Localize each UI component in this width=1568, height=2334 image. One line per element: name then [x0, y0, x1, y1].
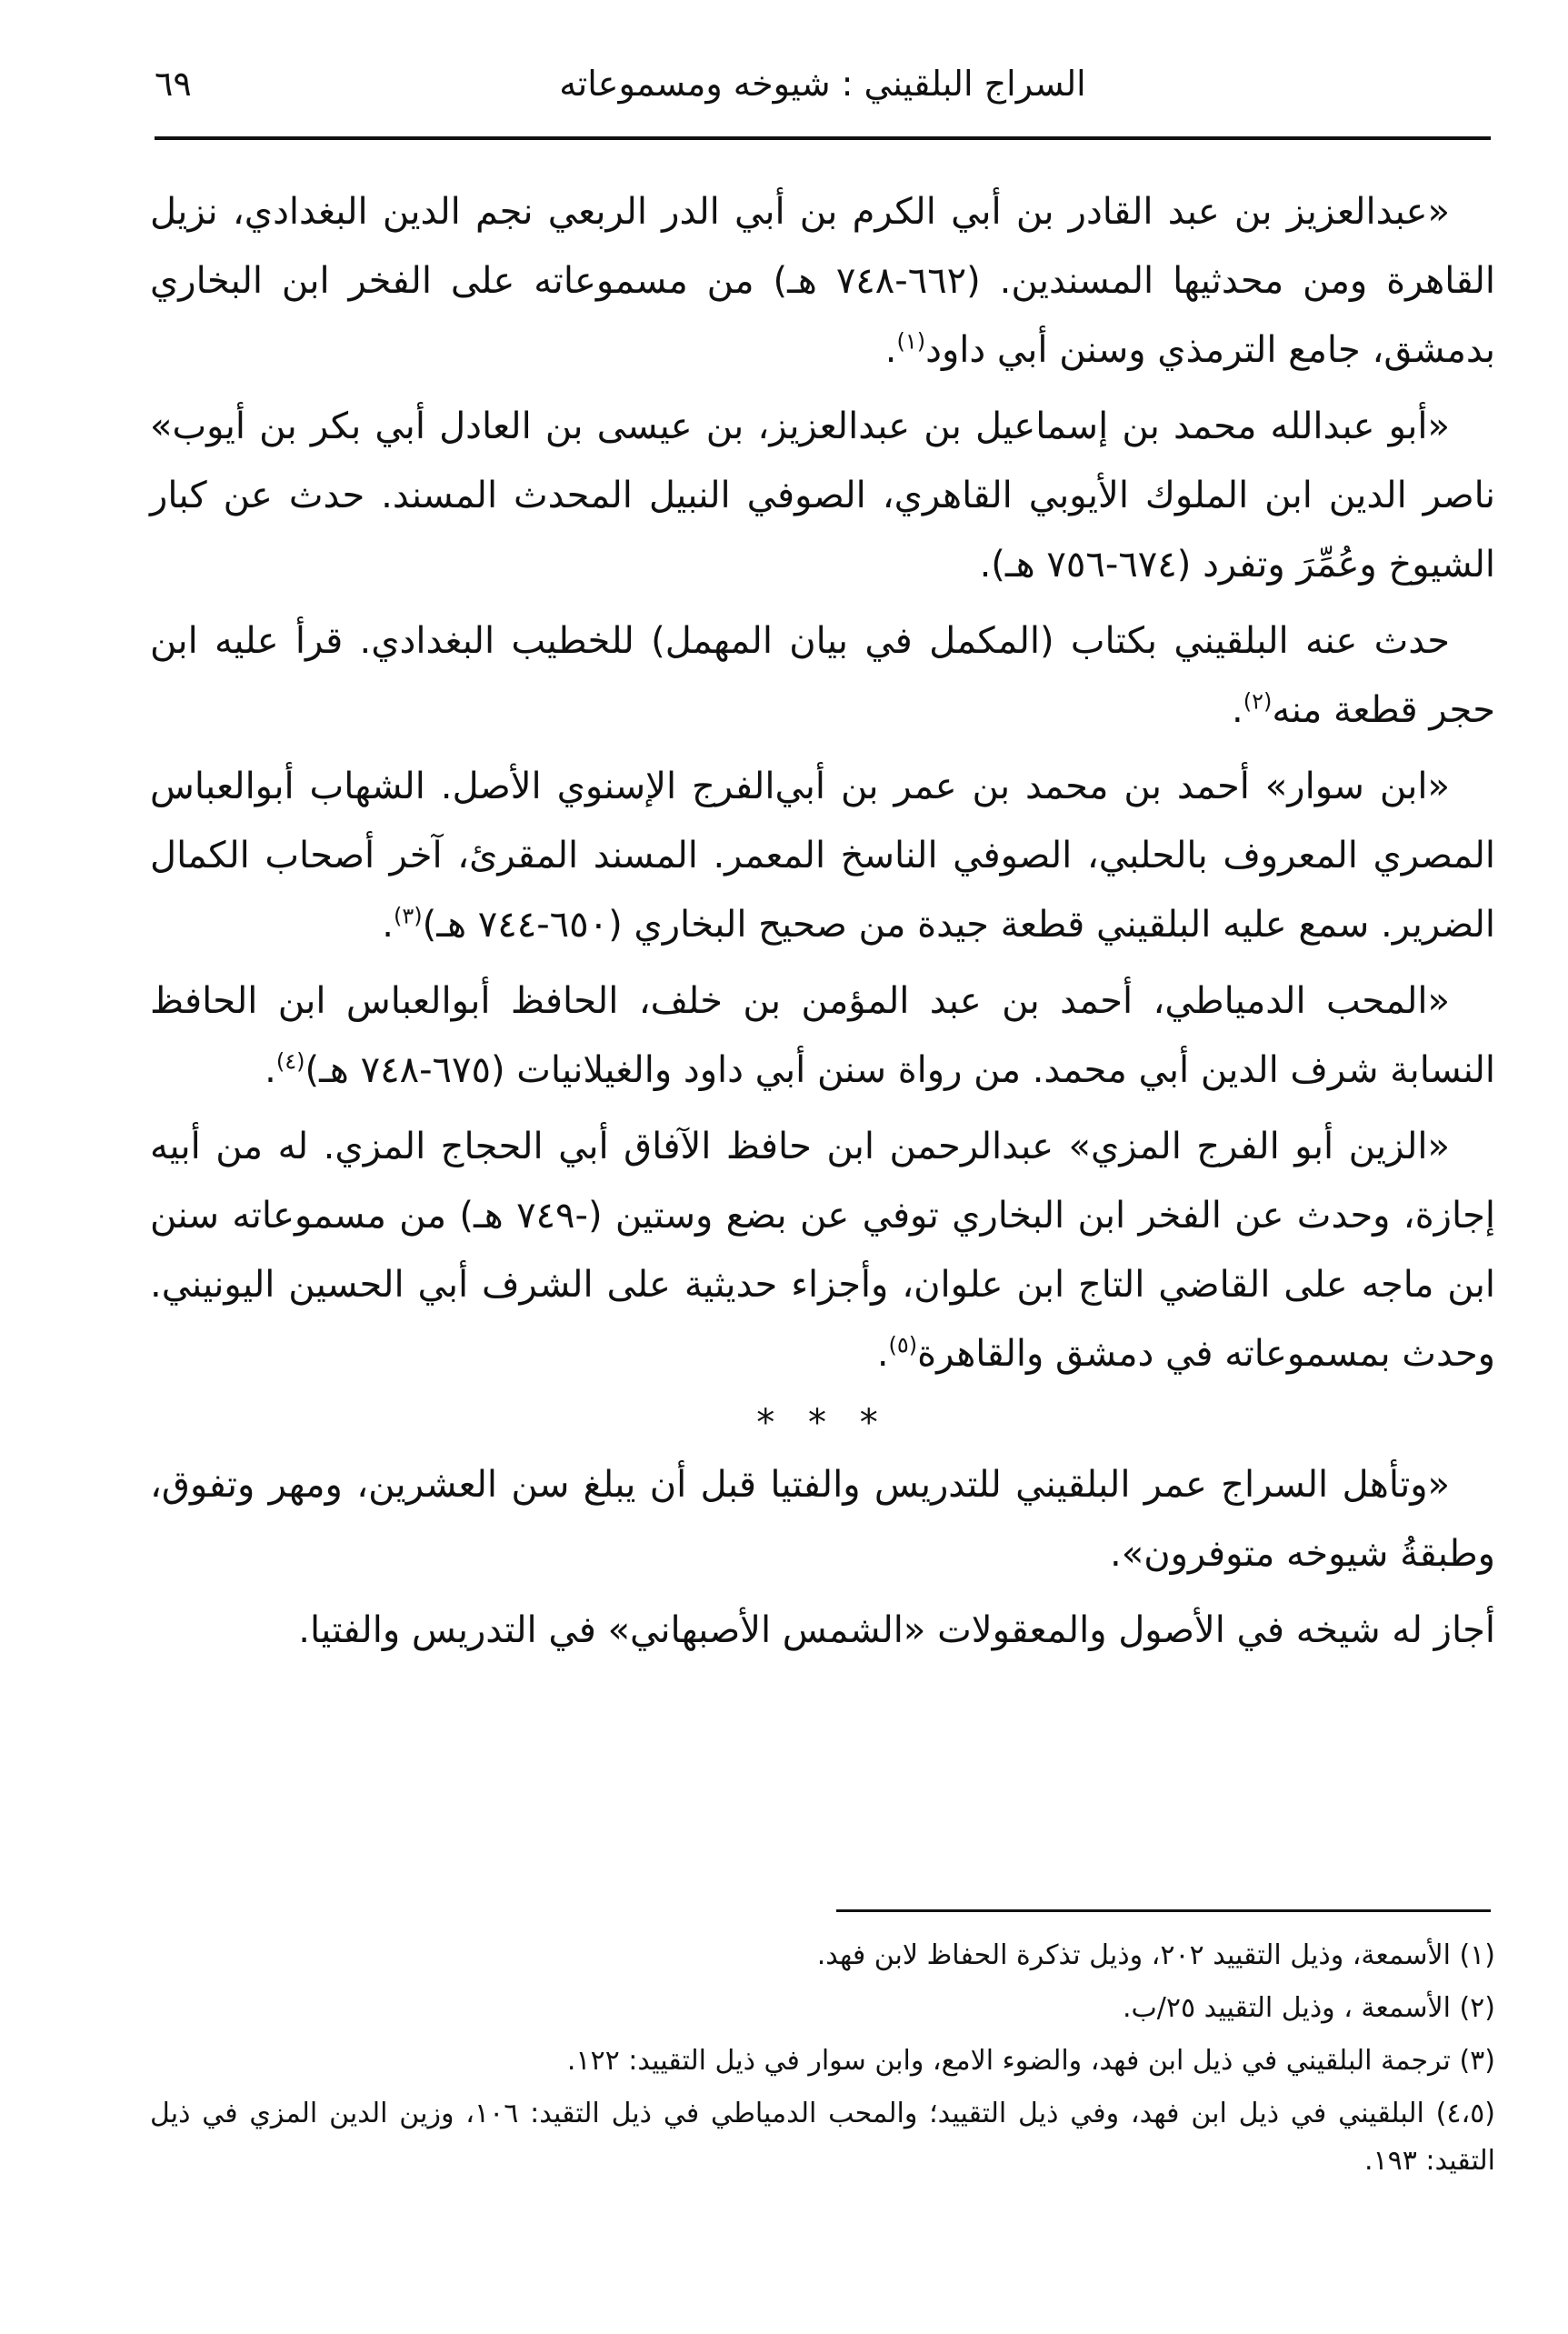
header-rule: [155, 136, 1491, 140]
closing-paragraph: «وتأهل السراج عمر البلقيني للتدريس والفتيا قبل أن يبلغ سن العشرين، ومهر وتفوق، وطبقةُ شيوخه متوفرون».: [150, 1464, 1495, 1575]
footnote-mark-3: (٣): [393, 903, 423, 929]
last-line: أجاز له شيخه في الأصول والمعقولات «الشمس الأصبهاني» في التدريس والفتيا.: [298, 1609, 1495, 1651]
paragraph-4: «ابن سوار» أحمد بن محمد بن عمر بن أبي‌الفرج الإسنوي الأصل. الشهاب أبوالعباس المصري المعروف بالحلبي، الصوفي الناسخ المعمر. المسند المقرئ، آخر أصحاب الكمال الضرير. سمع عليه البلقيني قطعة جيدة من صحيح البخاري (٦٥٠-٧٤٤ هـ)$^{(٣)}$.: [150, 766, 1495, 946]
footnote-3: (٣) ترجمة البلقيني في ذيل ابن فهد، والضوء الامع، وابن سوار في ذيل التقييد: ١٢٢.: [566, 2045, 1495, 2077]
footnote-mark-5: (٥): [888, 1332, 918, 1358]
paragraph-3: حدث عنه البلقيني بكتاب (المكمل في بيان المهمل) للخطيب البغدادي. قرأ عليه ابن حجر قطعة منه$^{(٢)}$.: [150, 620, 1495, 731]
footnote-4: (٤،٥) البلقيني في ذيل ابن فهد، وفي ذيل التقييد؛ والمحب الدمياطي في ذيل التقيد: ١٠٦، وزين الدين المزي في ذيل التقيد: ١٩٣.: [150, 2098, 1496, 2177]
paragraph-1: «عبدالعزيز بن عبد القادر بن أبي الكرم بن أبي الدر الربعي نجم الدين البغدادي، نزيل القاهرة ومن محدثيها المسندين. (٦٦٢-٧٤٨ هـ) من مسموعاته على الفخر ابن البخاري بدمشق، جامع الترمذي وسنن أبي داود$^{(١)}$.: [150, 191, 1496, 371]
paragraph-2: «أبو عبدالله محمد بن إسماعيل بن عبدالعزيز، بن عيسى بن العادل أبي بكر بن أيوب» ناصر الدين ابن الملوك الأيوبي القاهري، الصوفي النبيل المحدث المسند. حدث عن كبار الشيوخ وعُمِّرَ وتفرد (٦٧٤-٧٥٦ هـ).: [150, 406, 1495, 586]
footnotes: [150, 1932, 1495, 2190]
paragraph-5: «المحب الدمياطي، أحمد بن عبد المؤمن بن خلف، الحافظ أبوالعباس ابن الحافظ النسابة شرف الدين أبي محمد. من رواة سنن أبي داود والغيلانيات (٦٧٥-٧٤٨ هـ)$^{(٤)}$.: [150, 980, 1495, 1091]
running-title: السراج البلقيني : شيوخه ومسموعاته: [559, 64, 1086, 104]
footnote-mark-4: (٤): [275, 1048, 305, 1075]
footnote-mark-1: (١): [896, 328, 926, 355]
page-header: [155, 55, 1491, 141]
paragraph-6: «الزين أبو الفرج المزي» عبدالرحمن ابن حافظ الآفاق أبي الحجاج المزي. له من أبيه إجازة، وحدث عن الفخر ابن البخاري توفي عن بضع وستين (-٧٤٩ هـ) من مسموعاته سنن ابن ماجه على القاضي التاج ابن علوان، وأجزاء حديثية على الشرف أبي الحسين اليونيني. وحدث بمسموعاته في دمشق والقاهرة$^{(٥)}$.: [150, 1126, 1496, 1375]
footnote-1: (١) الأسمعة، وذيل التقييد ٢٠٢، وذيل تذكرة الحفاظ لابن فهد.: [816, 1939, 1495, 1971]
main-text: [150, 177, 1495, 1665]
footnote-rule: [836, 1909, 1491, 1912]
page-number: ٦٩: [155, 64, 192, 104]
footnote-2: (٢) الأسمعة ، وذيل التقييد ٢٥/ب.: [1123, 1992, 1495, 2024]
section-separator: * * *: [756, 1402, 889, 1444]
footnote-mark-2: (٢): [1243, 688, 1273, 715]
